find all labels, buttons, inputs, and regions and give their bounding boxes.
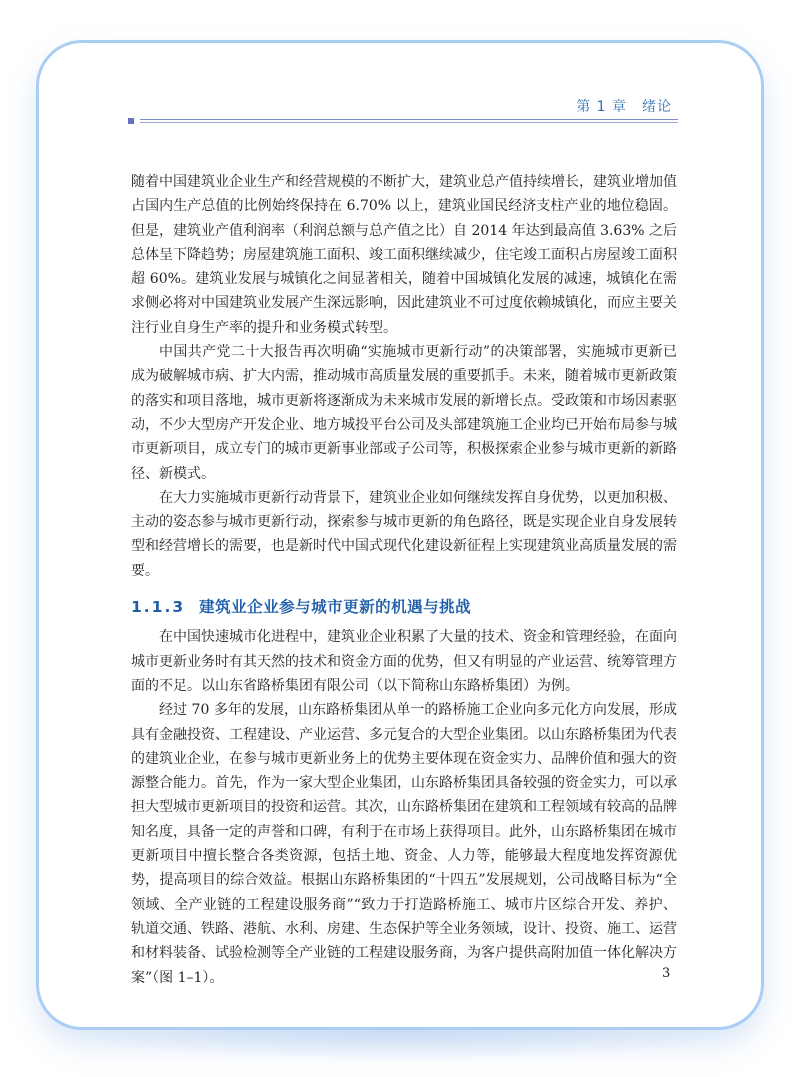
page-header	[128, 96, 678, 120]
header-rule-line	[140, 119, 678, 120]
paragraph: 在中国快速城市化进程中，建筑业企业积累了大量的技术、资金和管理经验，在面向城市更新业务时有其天然的技术和资金方面的优势，但又有明显的产业运营、统筹管理方面的不足。以山东省路桥集团有限公司（以下简称山东路桥集团）为例。	[131, 629, 677, 694]
paragraph: 随着中国建筑业企业生产和经营规模的不断扩大，建筑业总产值持续增长，建筑业增加值占国内生产总值的比例始终保持在 6.70% 以上，建筑业国民经济支柱产业的地位稳固。但是，建筑业产值利润率（利润总额与总产值之比）自 2014 年达到最高值 3.63% 之后总体呈下降趋势；房屋建筑施工面积、竣工面积继续减少，住宅竣工面积占房屋竣工面积超 60%。建筑业发展与城镇化之间显著相关，随着中国城镇化发展的减速，城镇化在需求侧必将对中国建筑业发展产生深远影响，因此建筑业不可过度依赖城镇化，而应主要关注行业自身生产率的提升和业务模式转型。	[131, 174, 677, 336]
page-number: 3	[662, 966, 671, 981]
section-number: 1.1.3	[131, 598, 186, 617]
header-rule-line	[140, 122, 678, 123]
section-title: 建筑业企业参与城市更新的机遇与挑战	[199, 598, 472, 617]
paragraph: 中国共产党二十大报告再次明确“实施城市更新行动”的决策部署，实施城市更新已成为破解城市病、扩大内需，推动城市高质量发展的重要抓手。未来，随着城市更新政策的落实和项目落地，城市更新将逐渐成为未来城市发展的新增长点。受政策和市场因素驱动，不少大型房产开发企业、地方城投平台公司及头部建筑施工企业均已开始布局参与城市更新项目，成立专门的城市更新事业部或子公司等，积极探索企业参与城市更新的新路径、新模式。	[131, 344, 677, 482]
paragraph: 在大力实施城市更新行动背景下，建筑业企业如何继续发挥自身优势，以更加积极、主动的姿态参与城市更新行动，探索参与城市更新的角色路径，既是实现企业自身发展转型和经营增长的需要，也是新时代中国式现代化建设新征程上实现建筑业高质量发展的需要。	[131, 489, 677, 579]
chapter-title: 第 1 章 绪论	[576, 99, 672, 115]
body-text	[131, 170, 677, 990]
paragraph: 经过 70 多年的发展，山东路桥集团从单一的路桥施工企业向多元化方向发展，形成具有金融投资、工程建设、产业运营、多元复合的大型企业集团。以山东路桥集团为代表的建筑业企业，在参与城市更新业务上的优势主要体现在资金实力、品牌价值和强大的资源整合能力。首先，作为一家大型企业集团，山东路桥集团具备较强的资金实力，可以承担大型城市更新项目的投资和运营。其次，山东路桥集团在建筑和工程领域有较高的品牌知名度，具备一定的声誉和口碑，有利于在市场上获得项目。此外，山东路桥集团在城市更新项目中擅长整合各类资源，包括土地、资金、人力等，能够最大程度地发挥资源优势，提高项目的综合效益。根据山东路桥集团的“十四五”发展规划，公司战略目标为“全领域、全产业链的工程建设服务商”“致力于打造路桥施工、城市片区综合开发、养护、轨道交通、铁路、港航、水利、房建、生态保护等全业务领域，设计、投资、施工、运营和材料装备、试验检测等全产业链的工程建设服务商，为客户提供高附加值一体化解决方案”（图 1–1）。	[131, 702, 677, 986]
header-rule	[128, 118, 678, 124]
section-heading	[131, 595, 677, 619]
header-rule-marker	[128, 118, 134, 124]
